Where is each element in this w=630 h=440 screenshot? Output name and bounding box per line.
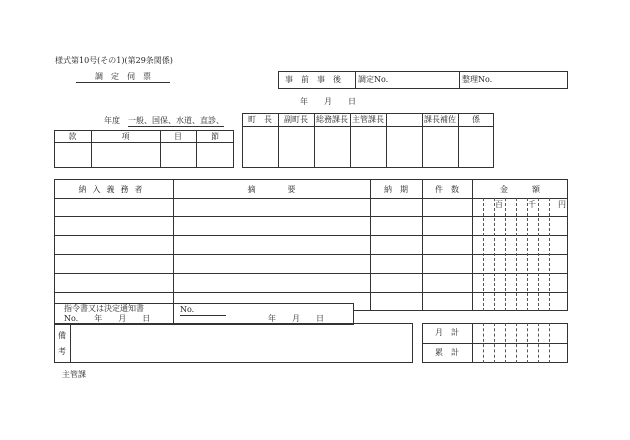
unit-yen: 円 [558,200,566,209]
form-title: 調 定 伺 票 [76,73,170,83]
monthly-total-label: 月 計 [435,328,459,337]
approval-col-mayor: 町 長 [248,115,272,124]
header-summary: 摘 要 [247,185,296,194]
budget-col-kan: 款 [68,132,77,141]
notice-no-date: No. 年 月 日 [64,314,151,323]
notice-title: 指令書又は決定通知書 [64,304,144,313]
approval-col-assistant: 課長補佐 [424,115,456,124]
approval-col-dept-head: 主管課長 [352,115,384,124]
budget-col-kou: 項 [121,132,130,141]
notice-date-2: 年 月 日 [268,314,324,323]
cumulative-total-label: 累 計 [435,348,459,357]
unit-thousand: 千 [528,200,536,209]
arrangement-no-field[interactable]: 整理No. [462,75,493,84]
fiscal-year-label: 年度 [104,116,120,125]
date-line: 年 月 日 [300,97,356,106]
header-payer: 納入義務者 [78,185,149,194]
remarks-box [54,323,413,363]
approval-col-deputy-mayor: 副町長 [284,115,308,124]
prior-after-label: 事 前 事 後 [285,75,341,84]
responsible-department: 主管課 [62,370,86,379]
header-amount: 金 額 [500,185,540,194]
assessment-no-field[interactable]: 調定No. [358,75,389,84]
unit-hundred: 百 [495,200,503,209]
remarks-label-1: 備 [58,331,66,340]
form-number: 様式第10号(その1)(第29条関係) [55,56,173,65]
approval-col-general-affairs: 総務課長 [316,115,348,124]
notice-no-field[interactable]: No. [180,306,226,316]
approval-col-staff: 係 [472,115,480,124]
remarks-label-2: 考 [58,347,66,356]
budget-col-moku: 目 [174,132,182,141]
header-count: 件 数 [435,185,459,194]
header-due: 納 期 [384,185,408,194]
account-types: 一般、国保、水道、直診、 [128,116,224,125]
budget-col-setsu: 節 [211,132,219,141]
